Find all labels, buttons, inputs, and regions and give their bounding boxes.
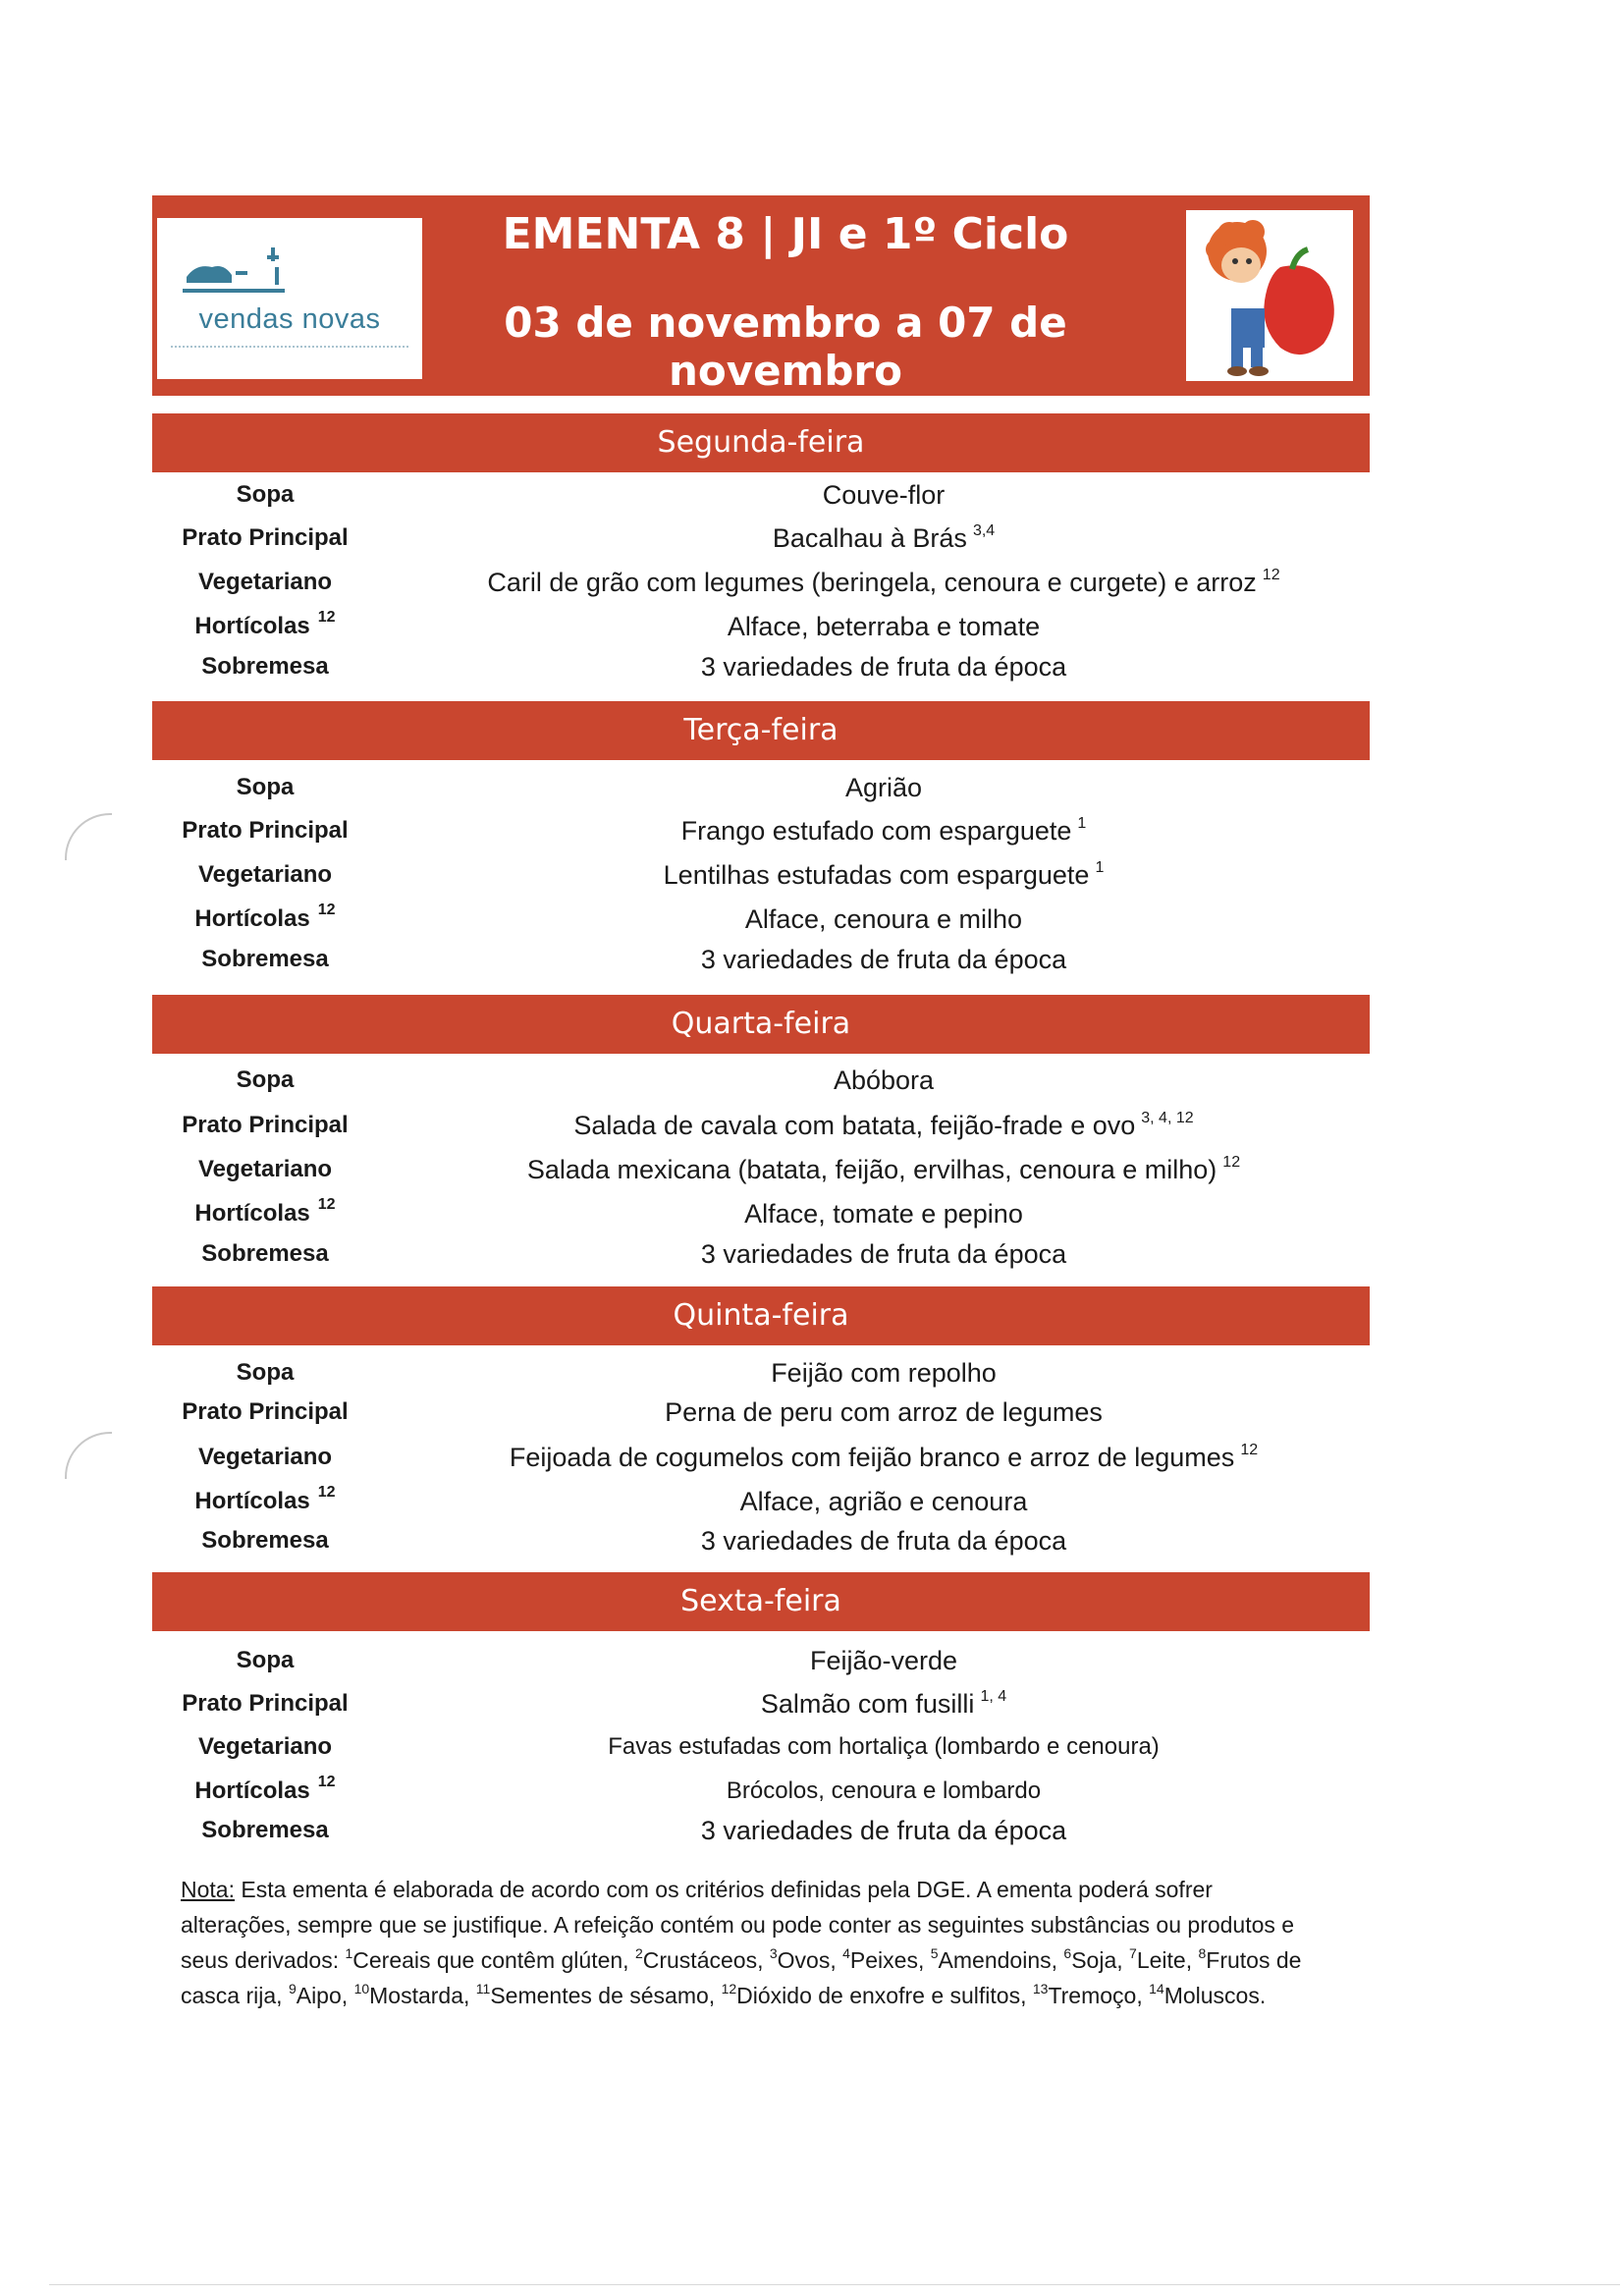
allergen-superscript: 1 <box>1077 815 1087 832</box>
allergen-number: 11 <box>475 1981 491 1996</box>
menu-row <box>0 517 1623 560</box>
allergen-name: Ovos <box>777 1947 831 1973</box>
menu-row-dish-text: Alface, cenoura e milho <box>744 904 1023 934</box>
allergen-number: 9 <box>288 1981 297 1996</box>
menu-row-label-text: Sobremesa <box>201 653 329 680</box>
allergen-item: $^2$Crustáceos, <box>634 1945 764 1973</box>
day-header: Sexta-feira <box>152 1572 1370 1631</box>
day-header: Quinta-feira <box>152 1286 1370 1345</box>
allergen-number: 4 <box>842 1945 850 1961</box>
menu-row-dish <box>432 1232 1335 1276</box>
menu-row-label <box>157 1639 373 1682</box>
menu-row <box>0 853 1623 897</box>
menu-row-dish <box>432 1351 1335 1394</box>
menu-row <box>0 1232 1623 1276</box>
allergen-item: $^7$Leite, <box>1129 1945 1193 1973</box>
menu-row-label <box>157 605 373 648</box>
menu-row-dish-text: 3 variedades de fruta da época <box>700 1816 1067 1845</box>
allergen-number: 10 <box>353 1981 370 1996</box>
menu-row-label <box>157 1725 373 1769</box>
menu-row-dish <box>432 1809 1335 1852</box>
menu-row-dish <box>432 1436 1335 1479</box>
menu-row-dish <box>432 517 1335 560</box>
menu-row-label-text: Hortícolas <box>194 613 310 639</box>
allergen-item: $^1$Cereais que contêm glúten, <box>345 1945 629 1973</box>
allergen-name: Sementes de sésamo <box>490 1983 709 2008</box>
menu-row-dish-text: Alface, agrião e cenoura <box>739 1487 1028 1516</box>
menu-row-label-text: Sopa <box>236 1647 295 1673</box>
allergen-number: 5 <box>930 1945 939 1961</box>
menu-row-dish-text: Brócolos, cenoura e lombardo <box>726 1777 1042 1804</box>
allergen-item: $^{14}$Moluscos. <box>1149 1981 1267 2008</box>
page-bottom-edge <box>49 2284 1620 2285</box>
menu-row <box>0 938 1623 981</box>
allergen-item: $^4$Peixes, <box>842 1945 925 1973</box>
allergen-name: Dióxido de enxofre e sulfitos <box>736 1983 1021 2008</box>
allergen-list <box>181 1947 1301 2008</box>
note-label: Nota: <box>181 1877 235 1902</box>
menu-row-label <box>157 809 373 852</box>
menu-row-dish-text: Salada de cavala com batata, feijão-frade e ovo <box>573 1111 1136 1140</box>
allergen-superscript: 12 <box>1222 1154 1241 1171</box>
menu-row-label <box>157 561 373 604</box>
menu-row-dish-text: Favas estufadas com hortaliça (lombardo e cenoura) <box>608 1733 1160 1760</box>
allergen-number: 14 <box>1149 1981 1164 1996</box>
menu-row <box>0 1148 1623 1191</box>
menu-row <box>0 1639 1623 1682</box>
menu-row-label <box>157 1809 373 1852</box>
menu-row-label-text: Vegetariano <box>197 1733 333 1760</box>
allergen-item: $^{13}$Tremoço, <box>1032 1981 1143 2008</box>
menu-row-dish-text: Perna de peru com arroz de legumes <box>665 1397 1103 1427</box>
allergen-item: $^5$Amendoins, <box>930 1945 1058 1973</box>
menu-row-dish <box>432 605 1335 648</box>
allergen-name: Frutos de casca rija <box>181 1947 1302 2008</box>
menu-row-label-text: Hortícolas <box>194 1777 310 1804</box>
menu-row-dish <box>432 1480 1335 1523</box>
menu-row-dish <box>432 1192 1335 1235</box>
menu-row-dish-text: Feijão-verde <box>809 1646 958 1675</box>
menu-row <box>0 1682 1623 1725</box>
menu-row <box>0 898 1623 941</box>
menu-row <box>0 1480 1623 1523</box>
menu-row-dish-text: Feijoada de cogumelos com feijão branco e arroz de legumes <box>509 1443 1235 1472</box>
menu-row-label-text: Hortícolas <box>194 1200 310 1227</box>
page-title: EMENTA 8 | JI e 1º Ciclo <box>502 209 1069 259</box>
menu-row-dish-text: Caril de grão com legumes (beringela, cenoura e curgete) e arroz <box>487 568 1257 597</box>
menu-row-label-text: Prato Principal <box>182 1690 349 1717</box>
allergen-superscript: 3, 4, 12 <box>1141 1110 1194 1126</box>
menu-row-dish <box>432 473 1335 517</box>
menu-row-label-text: Hortícolas <box>194 905 310 932</box>
menu-row <box>0 809 1623 852</box>
tractor-logo-icon <box>177 234 295 302</box>
menu-row-dish-text: Couve-flor <box>822 480 946 510</box>
menu-row-label-text: Sopa <box>236 481 295 508</box>
allergen-number: 2 <box>634 1945 643 1961</box>
menu-row <box>0 605 1623 648</box>
menu-row <box>0 1351 1623 1394</box>
menu-row-dish-text: Abóbora <box>833 1066 935 1095</box>
allergen-item: $^{11}$Sementes de sésamo, <box>475 1981 716 2008</box>
menu-row-dish-text: Alface, beterraba e tomate <box>727 612 1041 641</box>
menu-row-dish <box>432 1682 1335 1725</box>
menu-row-label-text: Sobremesa <box>201 1817 329 1843</box>
menu-row <box>0 1436 1623 1479</box>
allergen-number: 7 <box>1129 1945 1137 1961</box>
menu-row-dish <box>432 1391 1335 1434</box>
menu-row-label-text: Vegetariano <box>197 569 333 595</box>
allergen-superscript: 1 <box>1095 859 1105 876</box>
note-text: Esta ementa é elaborada de acordo com os critérios definidas pela DGE. A ementa poderá sofrer alterações, sempre que se justifique. A refeição contém ou pode conter as seguintes substâncias ou produtos e seus derivados: <box>181 1877 1295 1973</box>
menu-row-dish <box>432 1770 1335 1813</box>
date-range: 03 de novembro a 07 de novembro <box>504 299 1067 395</box>
menu-row-dish-text: 3 variedades de fruta da época <box>700 1526 1067 1556</box>
allergen-superscript: 1, 4 <box>980 1688 1007 1705</box>
allergen-name: Tremoço <box>1048 1983 1137 2008</box>
menu-row-dish <box>432 809 1335 852</box>
menu-row-dish-text: 3 variedades de fruta da época <box>700 1239 1067 1269</box>
menu-row-label <box>157 473 373 517</box>
menu-row-dish-text: Feijão com repolho <box>771 1358 997 1388</box>
allergen-item: $^{10}$Mostarda, <box>353 1981 470 2008</box>
allergen-number: 6 <box>1063 1945 1072 1961</box>
allergen-name: Soja <box>1071 1947 1117 1973</box>
menu-row-dish <box>432 853 1335 897</box>
menu-row-label <box>157 853 373 897</box>
allergen-name: Crustáceos <box>642 1947 758 1973</box>
menu-row-dish-text: Alface, tomate e pepino <box>744 1199 1023 1229</box>
menu-row-dish-text: Salada mexicana (batata, feijão, ervilhas, cenoura e milho) <box>526 1155 1217 1184</box>
allergen-superscript: 3,4 <box>972 522 996 539</box>
allergen-item: $^6$Soja, <box>1063 1945 1123 1973</box>
menu-row-label <box>157 645 373 688</box>
menu-row-label <box>157 938 373 981</box>
menu-row-dish <box>432 938 1335 981</box>
menu-row-label <box>157 1104 373 1147</box>
menu-row-label-text: Prato Principal <box>182 524 349 551</box>
municipality-logo <box>157 218 422 379</box>
menu-row-dish-text: Salmão com fusilli <box>760 1689 975 1719</box>
menu-row-label <box>157 1232 373 1276</box>
menu-row-label <box>157 766 373 809</box>
allergen-name: Moluscos <box>1163 1983 1260 2008</box>
allergen-name: Leite <box>1136 1947 1186 1973</box>
menu-row-label-text: Vegetariano <box>197 1444 333 1470</box>
menu-row-dish-text: 3 variedades de fruta da época <box>700 945 1067 974</box>
menu-row-label <box>157 517 373 560</box>
day-header: Segunda-feira <box>152 413 1370 472</box>
menu-row-label-text: Prato Principal <box>182 1398 349 1425</box>
allergen-item: $^3$Ovos, <box>769 1945 837 1973</box>
menu-row-dish <box>432 1519 1335 1562</box>
allergen-item: $^9$Aipo, <box>288 1981 349 2008</box>
menu-row-label <box>157 1682 373 1725</box>
menu-row <box>0 1809 1623 1852</box>
allergen-name: Amendoins <box>938 1947 1052 1973</box>
menu-row-dish-text: 3 variedades de fruta da época <box>700 652 1067 682</box>
allergen-name: Aipo <box>296 1983 342 2008</box>
menu-row-label-text: Prato Principal <box>182 817 349 844</box>
menu-row-dish-text: Agrião <box>844 773 923 802</box>
menu-row-label <box>157 1391 373 1434</box>
menu-row <box>0 561 1623 604</box>
mascot-illustration <box>1186 210 1353 381</box>
menu-row-label <box>157 1436 373 1479</box>
menu-row-dish <box>432 561 1335 604</box>
allergen-number: 1 <box>345 1945 353 1961</box>
menu-row-dish <box>432 766 1335 809</box>
day-header: Terça-feira <box>152 701 1370 760</box>
menu-row-label <box>157 898 373 941</box>
menu-row <box>0 1192 1623 1235</box>
menu-row-label-text: Vegetariano <box>197 1156 333 1182</box>
menu-row-dish <box>432 1059 1335 1102</box>
menu-row <box>0 1059 1623 1102</box>
menu-row-label-text: Sobremesa <box>201 1527 329 1554</box>
menu-row <box>0 766 1623 809</box>
menu-row <box>0 1104 1623 1147</box>
allergen-name: Cereais que contêm glúten <box>352 1947 623 1973</box>
menu-row-label <box>157 1351 373 1394</box>
menu-row-label-text: Hortícolas <box>194 1488 310 1514</box>
allergen-name: Mostarda <box>369 1983 464 2008</box>
menu-row-dish <box>432 1639 1335 1682</box>
menu-row-label <box>157 1148 373 1191</box>
menu-row-dish <box>432 1148 1335 1191</box>
day-header: Quarta-feira <box>152 995 1370 1054</box>
menu-row-label-text: Sobremesa <box>201 1240 329 1267</box>
menu-row <box>0 473 1623 517</box>
logo-tagline-line <box>171 346 408 354</box>
menu-row-dish-text: Bacalhau à Brás <box>772 523 967 553</box>
allergen-name: Peixes <box>849 1947 918 1973</box>
menu-row-label-text: Vegetariano <box>197 861 333 888</box>
menu-row-label <box>157 1770 373 1813</box>
menu-row-dish <box>432 898 1335 941</box>
allergen-item: $^{12}$Dióxido de enxofre e sulfitos, <box>721 1981 1027 2008</box>
menu-row-dish-text: Lentilhas estufadas com esparguete <box>663 860 1090 890</box>
allergen-superscript: 12 <box>1262 567 1280 583</box>
allergen-superscript: 12 <box>317 1484 336 1501</box>
menu-row-label <box>157 1480 373 1523</box>
menu-row-dish <box>432 1725 1335 1769</box>
menu-row-dish <box>432 645 1335 688</box>
menu-row-label-text: Sobremesa <box>201 946 329 972</box>
logo-text: vendas novas <box>198 303 381 335</box>
menu-row-dish-text: Frango estufado com esparguete <box>680 816 1072 846</box>
menu-row <box>0 645 1623 688</box>
allergen-number: 13 <box>1032 1981 1049 1996</box>
menu-row-label <box>157 1059 373 1102</box>
allergen-item: $^8$Frutos de casca rija, <box>181 1945 1302 2008</box>
child-with-pepper-icon <box>1186 210 1353 381</box>
menu-row <box>0 1725 1623 1769</box>
allergen-number: 8 <box>1198 1945 1207 1961</box>
allergen-number: 12 <box>721 1981 737 1996</box>
allergen-superscript: 12 <box>317 609 336 626</box>
allergen-number: 3 <box>769 1945 778 1961</box>
allergen-superscript: 12 <box>317 1774 336 1790</box>
menu-row-label-text: Sopa <box>236 774 295 800</box>
allergen-superscript: 12 <box>317 902 336 918</box>
allergen-superscript: 12 <box>317 1196 336 1213</box>
menu-row-label-text: Sopa <box>236 1066 295 1093</box>
allergen-superscript: 12 <box>1240 1442 1259 1458</box>
allergen-note <box>181 1872 1320 2013</box>
menu-row <box>0 1519 1623 1562</box>
menu-row-label-text: Prato Principal <box>182 1112 349 1138</box>
menu-row-dish <box>432 1104 1335 1147</box>
menu-row-label <box>157 1519 373 1562</box>
menu-row-label-text: Sopa <box>236 1359 295 1386</box>
menu-row-label <box>157 1192 373 1235</box>
menu-row <box>0 1770 1623 1813</box>
menu-row <box>0 1391 1623 1434</box>
